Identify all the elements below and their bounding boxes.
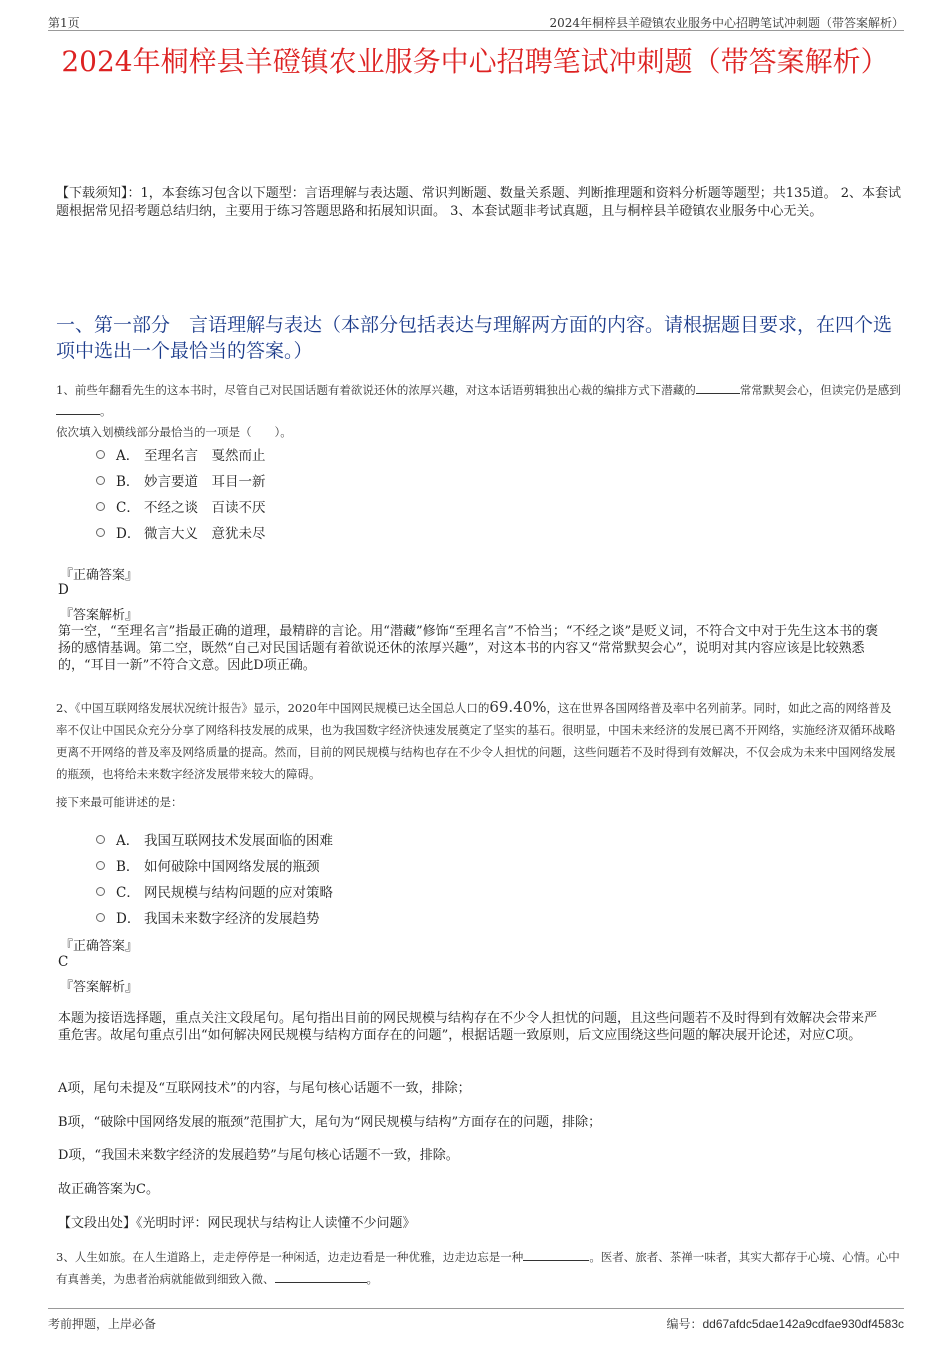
- option-b[interactable]: B． 如何破除中国网络发展的瓶颈: [96, 852, 333, 878]
- blank: [696, 381, 740, 394]
- blank: [275, 1270, 367, 1283]
- radio-icon[interactable]: [96, 913, 105, 922]
- analysis-paragraph: A项，尾句未提及“互联网技术”的内容，与尾句核心话题不一致，排除；: [58, 1081, 471, 1096]
- footer-slogan: 考前押题，上岸必备: [48, 1317, 157, 1331]
- download-notice: 【下载须知】：1，本套练习包含以下题型：言语理解与表达题、常识判断题、数量关系题、判断推理题和资料分析题等题型；共135道。 2、本套试题根据常见招考题总结归纳，主要用于练习答题思路和拓展知识面。 3、本套试题非考试真题，且与桐梓县羊磴镇农业服务中心无关。: [56, 186, 901, 219]
- radio-icon[interactable]: [96, 887, 105, 896]
- page-footer: [48, 1308, 904, 1333]
- percent-value: 69.40%: [489, 698, 547, 716]
- answer-label: 『正确答案』: [60, 568, 139, 583]
- option-d[interactable]: D． 微言大义 意犹未尽: [96, 519, 266, 545]
- radio-icon[interactable]: [96, 476, 105, 485]
- answer-value: D: [58, 582, 69, 598]
- option-c[interactable]: C． 不经之谈 百读不厌: [96, 493, 266, 519]
- answer-label: 『正确答案』: [60, 939, 139, 954]
- analysis-text: 第一空，“至理名言”指最正确的道理，最精辟的言论。用“潜藏”修饰“至理名言”不恰当；“不经之谈”是贬义词，不符合文中对于先生这本书的褒扬的感情基调。第二空，既然“自己对民国话题有着欲说还休的浓厚兴趣”，对这本书的内容又“常常默契会心”，说明对其内容应该是比较熟悉的，“耳目一新”不符合文意。因此D项正确。: [58, 624, 879, 673]
- question-1-instruction: 依次填入划横线部分最恰当的一项是（ ）。: [56, 425, 292, 439]
- page-header: [48, 10, 904, 31]
- radio-icon[interactable]: [96, 861, 105, 870]
- question-3-stem: 3、人生如旅。在人生道路上，走走停停是一种闲适，边走边看是一种优雅，边走边忘是一种 。医者、旅者、茶禅一味者，其实大都存于心境、心情。心中有真善美，为患者治病就能做到细致入微、 。: [56, 1250, 900, 1286]
- source-note: 【文段出处】《光明时评：网民现状与结构让人读懂不少问题》: [58, 1216, 416, 1231]
- page-number: 第1页: [48, 16, 80, 30]
- question-1-options: [96, 441, 266, 545]
- header-doc-title: 2024年桐梓县羊磴镇农业服务中心招聘笔试冲刺题（带答案解析）: [549, 16, 904, 30]
- option-a[interactable]: A． 我国互联网技术发展面临的困难: [96, 826, 333, 852]
- option-a[interactable]: A． 至理名言 戛然而止: [96, 441, 266, 467]
- analysis-paragraph: 故正确答案为C。: [58, 1182, 159, 1197]
- analysis-label: 『答案解析』: [60, 608, 139, 623]
- option-c[interactable]: C． 网民规模与结构问题的应对策略: [96, 878, 333, 904]
- analysis-label: 『答案解析』: [60, 980, 139, 995]
- question-2-stem: 2、《中国互联网络发展状况统计报告》显示，2020年中国网民规模已达全国总人口的69.40%，这在世界各国网络普及率中名列前茅。同时，如此之高的网络普及率不仅让中国民众充分分享了网络科技发展的成果，也为我国数字经济快速发展奠定了坚实的基石。很明显，中国未来经济的发展已离不开网络，实施经济双循环战略更离不开网络的普及率及网络质量的提高。然而，目前的网民规模与结构也存在不少令人担忧的问题，这些问题若不及时得到有效解决，不仅会成为未来中国网络发展的瓶颈，也将给未来数字经济发展带来较大的障碍。: [56, 698, 896, 781]
- radio-icon[interactable]: [96, 502, 105, 511]
- radio-icon[interactable]: [96, 835, 105, 844]
- analysis-paragraph: D项，“我国未来数字经济的发展趋势”与尾句核心话题不一致，排除。: [58, 1148, 459, 1163]
- option-d[interactable]: D． 我国未来数字经济的发展趋势: [96, 904, 333, 930]
- blank: [56, 402, 100, 415]
- document-title: 2024年桐梓县羊磴镇农业服务中心招聘笔试冲刺题（带答案解析）: [61, 45, 889, 78]
- section-heading: 一、第一部分 言语理解与表达（本部分包括表达与理解两方面的内容。请根据题目要求，在四个选项中选出一个最恰当的答案。）: [56, 314, 893, 362]
- blank: [523, 1248, 589, 1261]
- question-1-stem: 1、前些年翻看先生的这本书时，尽管自己对民国话题有着欲说还休的浓厚兴趣，对这本话语剪辑独出心裁的编排方式下潜藏的 常常默契会心，但读完仍是感到。: [56, 383, 901, 418]
- analysis-paragraph: 本题为接语选择题，重点关注文段尾句。尾句指出目前的网民规模与结构存在不少令人担忧的问题，且这些问题若不及时得到有效解决会带来严重危害。故尾句重点引出“如何解决网民规模与结构方面存在的问题”，根据话题一致原则，后文应围绕这些问题的解决展开论述，对应C项。: [58, 1011, 878, 1043]
- radio-icon[interactable]: [96, 528, 105, 537]
- option-b[interactable]: B． 妙言要道 耳目一新: [96, 467, 266, 493]
- radio-icon[interactable]: [96, 450, 105, 459]
- question-2-instruction: 接下来最可能讲述的是：: [56, 795, 183, 809]
- answer-value: C: [58, 954, 69, 970]
- analysis-paragraph: B项，“破除中国网络发展的瓶颈”范围扩大，尾句为“网民规模与结构”方面存在的问题，排除；: [58, 1115, 602, 1130]
- question-2-options: [96, 826, 333, 930]
- document-id: 编号：dd67afdc5dae142a9cdfae930df4583c: [666, 1317, 904, 1331]
